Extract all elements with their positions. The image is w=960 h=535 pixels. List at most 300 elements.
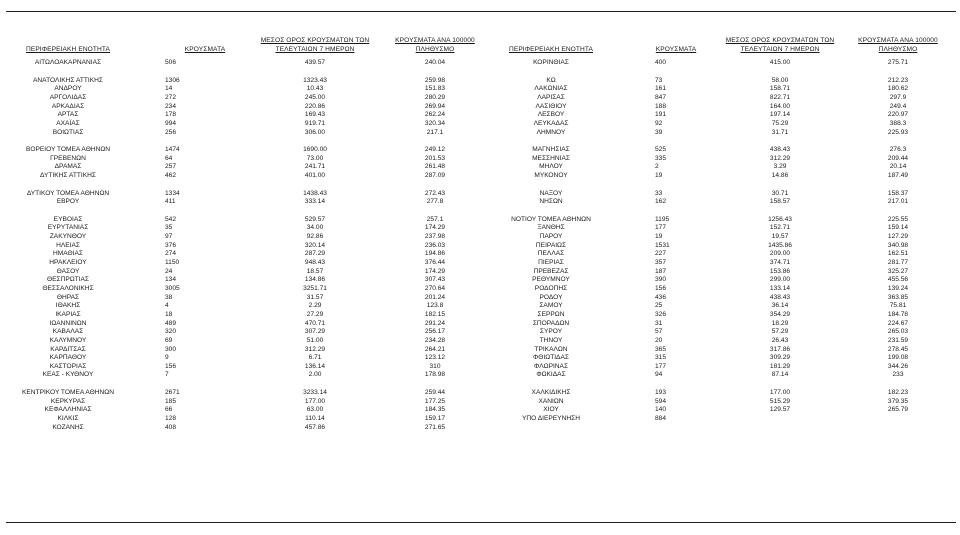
cell-per100k: 256.17 — [424, 328, 446, 336]
cell-avg7: 948.43 — [304, 259, 326, 266]
cell-avg7: 401.00 — [304, 172, 326, 179]
cell-per100k: 270.64 — [424, 284, 446, 292]
cell-avg7: 153.86 — [769, 267, 791, 275]
cell-unit: ΠΙΕΡΙΑΣ — [538, 259, 564, 266]
cell-unit: ΝΟΤΙΟΥ ΤΟΜΕΑ ΑΘΗΝΩΝ — [511, 215, 591, 223]
cell-per100k: 320.34 — [424, 119, 446, 127]
cell-per100k: 455.56 — [887, 276, 909, 284]
cell-cases: 39 — [655, 128, 663, 136]
cell-cases: 1195 — [655, 215, 670, 223]
cell-per100k: 199.08 — [887, 354, 909, 362]
cell-cases: 1150 — [165, 259, 180, 266]
cell-cases: 69 — [165, 336, 173, 344]
cell-per100k: 217.1 — [426, 128, 444, 136]
cell-cases: 193 — [655, 388, 667, 396]
cell-per100k: 233 — [892, 371, 904, 379]
cell-avg7: 30.71 — [771, 189, 789, 197]
cell-unit: ΚΕΝΤΡΙΚΟΥ ΤΟΜΕΑ ΑΘΗΝΩΝ — [22, 388, 114, 396]
cell-cases: 134 — [165, 276, 177, 284]
table-row-right — [0, 232, 960, 241]
header-avg7-left: ΜΕΣΟΣ ΟΡΟΣ ΚΡΟΥΣΜΑΤΩΝ ΤΩΝ ΤΕΛΕΥΤΑΙΩΝ 7 ΗΜΕΡΩΝ — [260, 37, 370, 53]
cell-cases: 128 — [165, 414, 177, 422]
cell-unit: ΡΕΘΥΜΝΟΥ — [532, 276, 570, 284]
cell-unit: ΚΟΡΙΝΘΙΑΣ — [533, 59, 569, 66]
cell-per100k: 265.03 — [887, 328, 909, 336]
cell-per100k: 259.44 — [424, 388, 446, 396]
cell-cases: 178 — [165, 111, 177, 119]
cell-unit: ΖΑΚΥΝΘΟΥ — [49, 233, 87, 240]
cell-per100k: 249.4 — [889, 102, 907, 110]
cell-avg7: 529.57 — [304, 215, 326, 223]
cell-avg7: 2.29 — [308, 302, 322, 310]
cell-avg7: 245.00 — [304, 93, 326, 101]
cell-unit: ΠΕΙΡΑΙΩΣ — [535, 241, 567, 249]
cell-per100k: 174.29 — [424, 267, 446, 275]
cell-per100k: 178.98 — [424, 371, 446, 379]
table-row-right — [0, 388, 960, 397]
cell-cases: 4 — [165, 302, 169, 310]
cell-per100k: 276.3 — [889, 146, 907, 153]
cell-avg7: 241.71 — [304, 163, 326, 171]
header-cases-right: ΚΡΟΥΣΜΑΤΑ — [655, 46, 697, 53]
header-per100k-right: ΚΡΟΥΣΜΑΤΑ ΑΝΑ 100000 ΠΛΗΘΥΣΜΟ — [858, 37, 938, 53]
cell-per100k: 224.67 — [887, 319, 909, 327]
cell-per100k: 281.77 — [887, 259, 909, 266]
cell-cases: 188 — [655, 102, 667, 110]
cell-per100k: 388.3 — [889, 119, 907, 127]
cell-cases: 365 — [655, 345, 667, 353]
cell-unit: ΡΟΔΟΥ — [539, 293, 563, 301]
cell-cases: 73 — [655, 76, 663, 84]
cell-cases: 335 — [655, 154, 667, 162]
cell-unit: ΓΡΕΒΕΝΩΝ — [50, 154, 86, 162]
cell-unit: ΚΑΒΑΛΑΣ — [52, 328, 84, 336]
cell-unit: ΚΟΖΑΝΗΣ — [52, 423, 84, 431]
cell-cases: 9 — [165, 354, 169, 362]
cell-cases: 161 — [655, 85, 667, 93]
table-row-right — [0, 370, 960, 379]
cell-unit: ΡΟΔΟΠΗΣ — [534, 284, 568, 292]
cell-cases: 19 — [655, 233, 663, 240]
table-row-left — [0, 423, 960, 432]
table-row-right — [0, 189, 960, 198]
cell-unit: ΣΠΟΡΑΔΩΝ — [532, 319, 570, 327]
cell-avg7: 34.00 — [306, 224, 324, 232]
cell-avg7: 18.57 — [306, 267, 324, 275]
cell-unit: ΑΙΤΩΛΟΑΚΑΡΝΑΝΙΑΣ — [34, 59, 102, 66]
cell-per100k: 280.29 — [424, 93, 446, 101]
cell-unit: ΗΜΑΘΙΑΣ — [53, 250, 83, 258]
cell-unit: ΣΥΡΟΥ — [539, 328, 563, 336]
cell-cases: 506 — [165, 59, 177, 66]
cell-per100k: 275.71 — [887, 59, 909, 66]
cell-unit: ΛΑΚΩΝΙΑΣ — [534, 85, 568, 93]
cell-unit: ΔΡΑΜΑΣ — [54, 163, 82, 171]
cell-cases: 156 — [165, 362, 177, 370]
cell-per100k: 158.37 — [887, 189, 909, 197]
cell-avg7: 58.00 — [771, 76, 789, 84]
cell-per100k: 287.09 — [424, 172, 446, 179]
cell-per100k: 272.43 — [424, 189, 446, 197]
cell-unit: ΘΗΡΑΣ — [56, 293, 80, 301]
cell-avg7: 3.29 — [773, 163, 787, 171]
cell-cases: 256 — [165, 128, 177, 136]
table-row-right — [0, 414, 960, 423]
cell-unit: ΝΗΣΩΝ — [539, 198, 563, 206]
cell-per100k: 277.8 — [426, 198, 444, 206]
cell-unit: ΤΗΝΟΥ — [539, 336, 563, 344]
cell-cases: 227 — [655, 250, 667, 258]
cell-avg7: 177.00 — [304, 397, 326, 405]
cell-avg7: 354.29 — [769, 310, 791, 318]
cell-avg7: 10.43 — [306, 85, 324, 93]
cell-avg7: 14.86 — [771, 172, 789, 179]
cell-cases: 38 — [165, 293, 173, 301]
cell-cases: 315 — [655, 354, 667, 362]
cell-per100k: 180.62 — [887, 85, 909, 93]
cell-per100k: 231.59 — [887, 336, 909, 344]
cell-per100k: 236.03 — [424, 241, 446, 249]
cell-unit: ΜΥΚΟΝΟΥ — [534, 172, 568, 179]
cell-unit: ΧΑΝΙΩΝ — [538, 397, 564, 405]
cell-unit: ΚΑΣΤΟΡΙΑΣ — [49, 362, 87, 370]
cell-cases: 191 — [655, 111, 667, 119]
cell-unit: ΚΙΛΚΙΣ — [57, 414, 79, 422]
cell-avg7: 19.57 — [771, 233, 789, 240]
table-row-right — [0, 84, 960, 93]
cell-per100k: 151.83 — [424, 85, 446, 93]
cell-unit: ΣΕΡΡΩΝ — [537, 310, 565, 318]
cell-avg7: 158.71 — [769, 85, 791, 93]
cell-unit: ΜΗΛΟΥ — [539, 163, 563, 171]
table-row-right — [0, 162, 960, 171]
cell-per100k: 310 — [429, 362, 441, 370]
cell-unit: ΛΕΥΚΑΔΑΣ — [533, 119, 569, 127]
cell-avg7: 1256.43 — [768, 215, 792, 223]
table-row-right — [0, 197, 960, 206]
cell-avg7: 1438.43 — [303, 189, 327, 197]
cell-avg7: 306.00 — [304, 128, 326, 136]
cell-avg7: 287.29 — [304, 250, 326, 258]
cell-avg7: 26.43 — [771, 336, 789, 344]
cell-unit: ΕΥΒΟΙΑΣ — [53, 215, 83, 223]
table-row-right — [0, 353, 960, 362]
cell-cases: 1334 — [165, 189, 180, 197]
table-row-right — [0, 284, 960, 293]
cell-avg7: 129.57 — [769, 406, 791, 414]
cell-per100k: 307.43 — [424, 276, 446, 284]
header-unit-left: ΠΕΡΙΦΕΡΕΙΑΚΗ ΕΝΟΤΗΤΑ — [25, 46, 111, 53]
cell-avg7: 169.43 — [304, 111, 326, 119]
cell-per100k: 325.27 — [887, 267, 909, 275]
cell-unit: ΚΕΡΚΥΡΑΣ — [50, 397, 86, 405]
cell-unit: ΛΑΡΙΣΑΣ — [537, 93, 565, 101]
cell-avg7: 27.29 — [306, 310, 324, 318]
cell-unit: ΚΕΦΑΛΛΗΝΙΑΣ — [44, 406, 92, 414]
cell-avg7: 63.00 — [306, 406, 324, 414]
cell-per100k: 240.04 — [424, 59, 446, 66]
cell-unit: ΗΛΕΙΑΣ — [56, 241, 80, 249]
table-header — [0, 36, 960, 54]
cell-per100k: 278.45 — [887, 345, 909, 353]
cell-per100k: 177.25 — [424, 397, 446, 405]
table-row-right — [0, 119, 960, 128]
table-row-right — [0, 58, 960, 67]
cell-per100k: 139.24 — [887, 284, 909, 292]
cell-cases: 542 — [165, 215, 177, 223]
cell-unit: ΦΘΙΩΤΙΔΑΣ — [533, 354, 569, 362]
cell-avg7: 136.14 — [304, 362, 326, 370]
cell-unit: ΚΕΑΣ - ΚΥΘΝΟΥ — [42, 371, 94, 379]
cell-cases: 300 — [165, 345, 177, 353]
cell-cases: 20 — [655, 336, 663, 344]
cell-avg7: 317.86 — [769, 345, 791, 353]
cell-per100k: 259.98 — [424, 76, 446, 84]
cell-unit: ΦΩΚΙΔΑΣ — [536, 371, 566, 379]
cell-cases: 257 — [165, 163, 177, 171]
cell-per100k: 261.48 — [424, 163, 446, 171]
cell-per100k: 187.49 — [887, 172, 909, 179]
cell-per100k: 237.98 — [424, 233, 446, 240]
cell-avg7: 3233.14 — [303, 388, 327, 396]
cell-avg7: 919.71 — [304, 119, 326, 127]
cell-cases: 411 — [165, 198, 176, 206]
cell-avg7: 415.00 — [769, 59, 791, 66]
cell-avg7: 18.29 — [771, 319, 789, 327]
cell-unit: ΜΕΣΣΗΝΙΑΣ — [532, 154, 570, 162]
cell-unit: ΘΕΣΠΡΩΤΙΑΣ — [46, 276, 90, 284]
cell-cases: 97 — [165, 233, 173, 240]
cell-per100k: 201.24 — [424, 293, 446, 301]
cell-cases: 320 — [165, 328, 177, 336]
cell-avg7: 110.14 — [305, 414, 325, 422]
cell-per100k: 379.35 — [887, 397, 909, 405]
cell-avg7: 133.14 — [769, 284, 791, 292]
table-row-right — [0, 336, 960, 345]
cell-cases: 57 — [655, 328, 663, 336]
cell-avg7: 36.14 — [771, 302, 789, 310]
cell-avg7: 92.86 — [306, 233, 324, 240]
cell-cases: 156 — [655, 284, 667, 292]
cell-cases: 1531 — [655, 241, 670, 249]
cell-unit: ΛΕΣΒΟΥ — [537, 111, 565, 119]
cell-per100k: 201.53 — [424, 154, 446, 162]
cell-cases: 33 — [655, 189, 663, 197]
cell-unit: ΤΡΙΚΑΛΩΝ — [534, 345, 568, 353]
cell-avg7: 177.00 — [769, 388, 791, 396]
cell-cases: 18 — [165, 310, 173, 318]
cell-unit: ΔΥΤΙΚΗΣ ΑΤΤΙΚΗΣ — [40, 172, 96, 179]
cell-per100k: 162.51 — [887, 250, 909, 258]
cell-per100k: 257.1 — [426, 215, 444, 223]
cell-cases: 177 — [655, 362, 667, 370]
cell-unit: ΑΝΑΤΟΛΙΚΗΣ ΑΤΤΙΚΗΣ — [33, 76, 103, 84]
cell-cases: 1474 — [165, 146, 180, 153]
cell-per100k: 265.79 — [887, 406, 909, 414]
cell-avg7: 1323.43 — [303, 76, 327, 84]
cell-unit: ΠΕΛΛΑΣ — [537, 250, 565, 258]
cell-per100k: 209.44 — [887, 154, 909, 162]
cell-per100k: 127.29 — [887, 233, 909, 240]
cell-unit: ΚΩ — [546, 76, 556, 84]
cell-avg7: 31.71 — [771, 128, 789, 136]
cell-cases: 14 — [165, 85, 173, 93]
table-row-right — [0, 405, 960, 414]
table-row-right — [0, 249, 960, 258]
cell-avg7: 438.43 — [769, 293, 791, 301]
cell-avg7: 197.14 — [769, 111, 791, 119]
cell-cases: 462 — [165, 172, 177, 179]
header-per100k-left: ΚΡΟΥΣΜΑΤΑ ΑΝΑ 100000 ΠΛΗΘΥΣΜΟ — [395, 37, 475, 53]
cell-avg7: 6.71 — [308, 354, 322, 362]
cell-avg7: 457.86 — [304, 423, 326, 431]
cell-unit: ΜΑΓΝΗΣΙΑΣ — [532, 146, 570, 153]
cell-per100k: 264.21 — [424, 345, 446, 353]
cell-avg7: 309.29 — [769, 354, 791, 362]
cell-avg7: 312.29 — [304, 345, 326, 353]
cell-cases: 400 — [655, 59, 667, 66]
cell-per100k: 220.97 — [887, 111, 909, 119]
cell-cases: 994 — [165, 119, 177, 127]
cell-avg7: 164.00 — [769, 102, 791, 110]
cell-per100k: 344.26 — [887, 362, 909, 370]
cell-cases: 25 — [655, 302, 663, 310]
cell-cases: 376 — [165, 241, 177, 249]
table-row-right — [0, 319, 960, 328]
cell-unit: ΠΑΡΟΥ — [539, 233, 563, 240]
cell-unit: ΑΡΓΟΛΙΔΑΣ — [49, 93, 87, 101]
header-avg7-right: ΜΕΣΟΣ ΟΡΟΣ ΚΡΟΥΣΜΑΤΩΝ ΤΩΝ ΤΕΛΕΥΤΑΙΩΝ 7 ΗΜΕΡΩΝ — [725, 37, 835, 53]
cell-cases: 884 — [655, 414, 667, 422]
cell-per100k: 271.65 — [424, 423, 446, 431]
cell-per100k: 182.15 — [424, 310, 446, 318]
cell-cases: 3005 — [165, 284, 180, 292]
cell-per100k: 174.29 — [424, 224, 446, 232]
cell-avg7: 312.29 — [769, 154, 791, 162]
cell-avg7: 73.00 — [306, 154, 324, 162]
table-row-right — [0, 301, 960, 310]
cell-unit: ΚΑΡΔΙΤΣΑΣ — [50, 345, 86, 353]
cell-avg7: 822.71 — [769, 93, 791, 101]
cell-avg7: 438.43 — [769, 146, 791, 153]
cell-avg7: 51.00 — [306, 336, 324, 344]
cell-avg7: 2.00 — [308, 371, 322, 379]
cell-unit: ΙΚΑΡΙΑΣ — [55, 310, 81, 318]
cell-avg7: 152.71 — [769, 224, 791, 232]
cell-unit: ΚΑΡΠΑΘΟΥ — [49, 354, 87, 362]
cell-avg7: 470.71 — [304, 319, 326, 327]
cell-cases: 390 — [655, 276, 667, 284]
cell-unit: ΧΑΛΚΙΔΙΚΗΣ — [531, 388, 571, 396]
cell-unit: ΚΑΛΥΜΝΟΥ — [49, 336, 87, 344]
table-row-right — [0, 171, 960, 180]
cell-unit: ΙΘΑΚΗΣ — [55, 302, 81, 310]
cell-cases: 31 — [655, 319, 663, 327]
cell-per100k: 123.12 — [424, 354, 446, 362]
cell-per100k: 159.14 — [887, 224, 909, 232]
header-cases-left: ΚΡΟΥΣΜΑΤΑ — [184, 46, 226, 53]
bottom-rule — [6, 522, 956, 523]
cell-cases: 594 — [655, 397, 667, 405]
cell-cases: 1306 — [165, 76, 180, 84]
cell-avg7: 158.57 — [769, 198, 791, 206]
header-unit-right: ΠΕΡΙΦΕΡΕΙΑΚΗ ΕΝΟΤΗΤΑ — [508, 46, 594, 53]
cell-unit: ΣΑΜΟΥ — [539, 302, 563, 310]
cell-avg7: 307.29 — [304, 328, 326, 336]
cell-per100k: 234.28 — [424, 336, 446, 344]
cell-cases: 489 — [165, 319, 177, 327]
cell-unit: ΑΧΑΪΑΣ — [56, 119, 80, 127]
cell-avg7: 3251.71 — [303, 284, 327, 292]
cell-unit: ΘΕΣΣΑΛΟΝΙΚΗΣ — [42, 284, 94, 292]
cell-avg7: 439.57 — [304, 59, 326, 66]
cell-cases: 19 — [655, 172, 663, 179]
cell-avg7: 1435.86 — [768, 241, 792, 249]
cell-per100k: 212.23 — [887, 76, 909, 84]
cell-avg7: 87.14 — [771, 371, 789, 379]
cell-cases: 66 — [165, 406, 173, 414]
cell-per100k: 194.86 — [424, 250, 446, 258]
cell-per100k: 297.9 — [889, 93, 907, 101]
cell-per100k: 291.24 — [424, 319, 446, 327]
cell-unit: ΑΡΤΑΣ — [57, 111, 79, 119]
cell-unit: ΧΙΟΥ — [543, 406, 559, 414]
cell-cases: 326 — [655, 310, 667, 318]
cell-cases: 35 — [165, 224, 173, 232]
cell-cases: 847 — [655, 93, 667, 101]
cell-cases: 177 — [655, 224, 667, 232]
cell-per100k: 363.85 — [887, 293, 909, 301]
cell-avg7: 209.00 — [769, 250, 791, 258]
table-row-right — [0, 110, 960, 119]
cell-per100k: 340.98 — [887, 241, 909, 249]
cell-cases: 92 — [655, 119, 663, 127]
table-row-right — [0, 267, 960, 276]
cell-avg7: 1690.00 — [303, 146, 327, 153]
cell-avg7: 374.71 — [769, 259, 791, 266]
cell-unit: ΙΩΑΝΝΙΝΩΝ — [49, 319, 87, 327]
cell-unit: ΒΟΙΩΤΙΑΣ — [52, 128, 84, 136]
cell-unit: ΛΑΣΙΘΙΟΥ — [535, 102, 567, 110]
cell-cases: 357 — [655, 259, 667, 266]
cell-unit: ΑΝΔΡΟΥ — [54, 85, 82, 93]
cell-cases: 64 — [165, 154, 173, 162]
cell-unit: ΝΑΞΟΥ — [539, 189, 563, 197]
cell-unit: ΥΠΟ ΔΙΕΡΕΥΝΗΣΗ — [522, 414, 580, 422]
cell-per100k: 217.01 — [887, 198, 909, 206]
cell-per100k: 123.8 — [426, 302, 444, 310]
cell-cases: 94 — [655, 371, 663, 379]
cell-cases: 140 — [655, 406, 667, 414]
cell-unit: ΒΟΡΕΙΟΥ ΤΟΜΕΑ ΑΘΗΝΩΝ — [25, 146, 111, 153]
cell-avg7: 181.29 — [769, 362, 791, 370]
cell-unit: ΕΥΡΥΤΑΝΙΑΣ — [47, 224, 89, 232]
cell-avg7: 299.00 — [769, 276, 791, 284]
cell-unit: ΗΡΑΚΛΕΙΟΥ — [49, 259, 87, 266]
cell-unit: ΦΛΩΡΙΝΑΣ — [533, 362, 569, 370]
cell-per100k: 182.23 — [887, 388, 909, 396]
cell-avg7: 31.57 — [306, 293, 324, 301]
cell-per100k: 75.81 — [889, 302, 907, 310]
table-row-right — [0, 215, 960, 224]
cell-per100k: 20.14 — [889, 163, 907, 171]
cell-avg7: 220.86 — [304, 102, 326, 110]
cell-per100k: 225.93 — [887, 128, 909, 136]
cell-per100k: 249.12 — [424, 146, 446, 153]
cell-unit: ΛΗΜΝΟΥ — [536, 128, 566, 136]
cell-unit: ΕΒΡΟΥ — [56, 198, 80, 206]
cell-per100k: 269.94 — [424, 102, 446, 110]
